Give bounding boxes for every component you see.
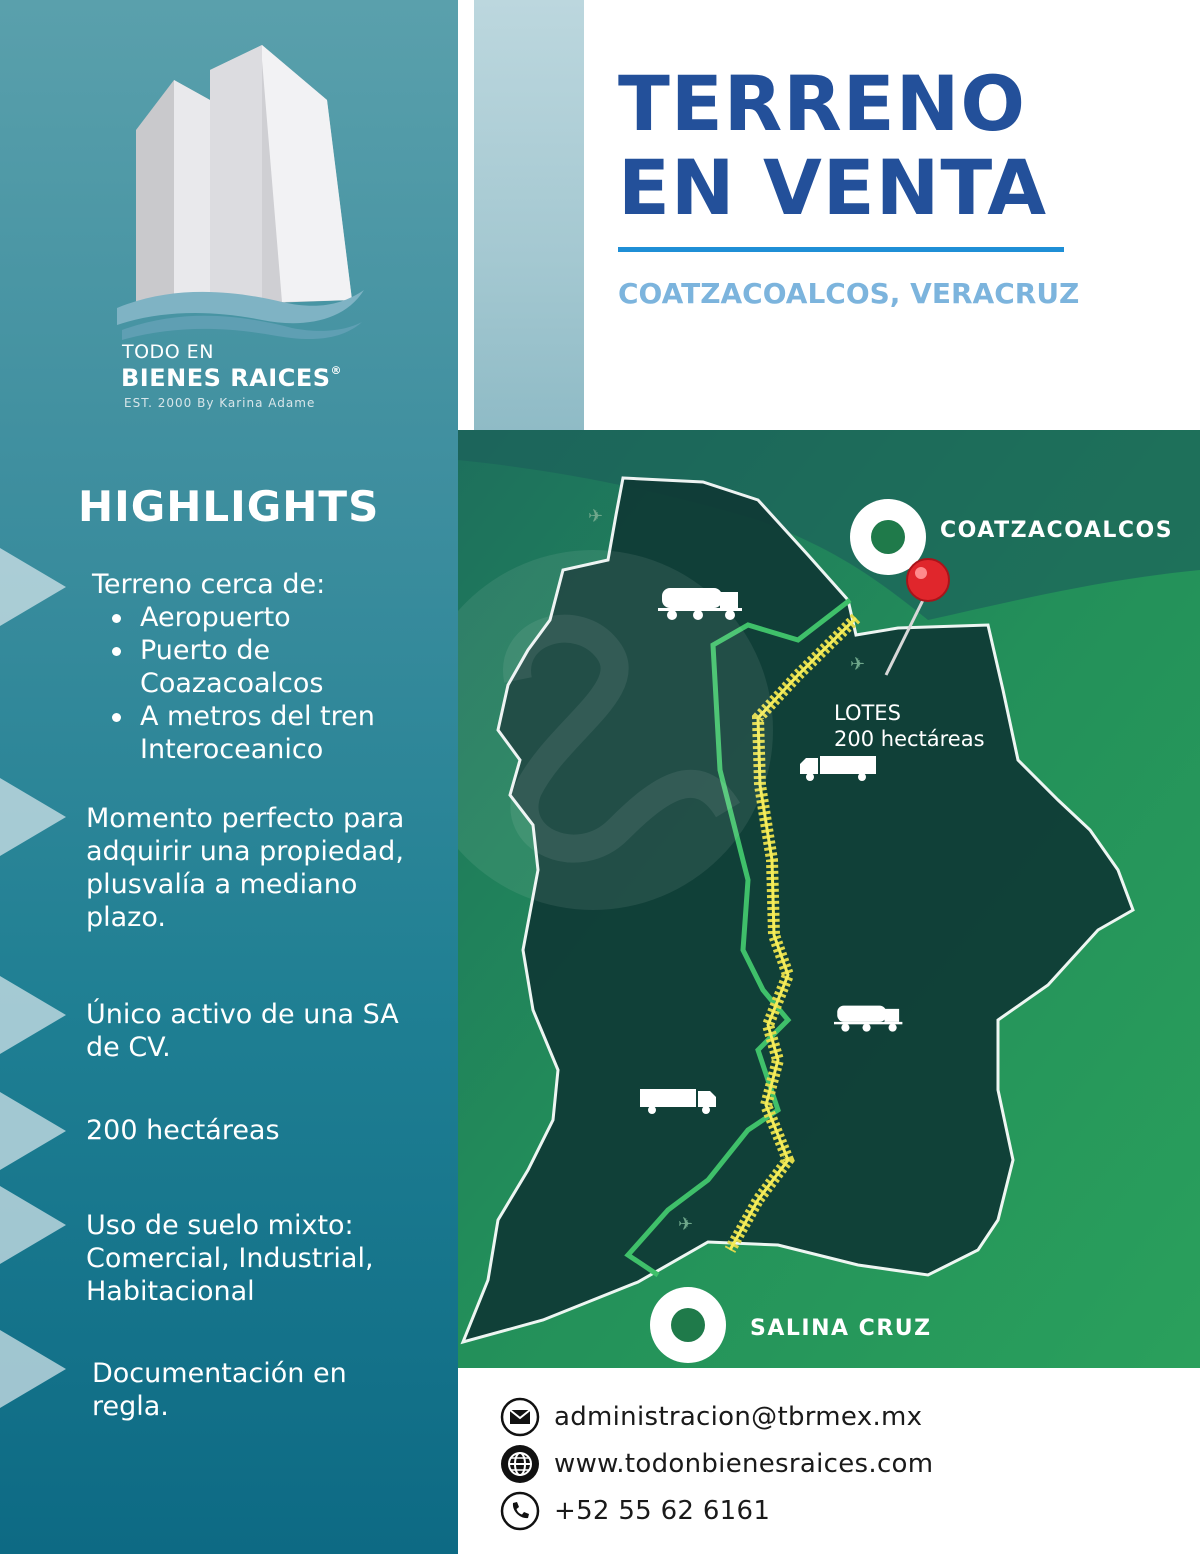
- airplane-icon: ✈: [678, 1214, 694, 1235]
- arrow-bullet-icon: [0, 778, 66, 856]
- arrow-bullet-icon: [0, 1330, 66, 1408]
- contact-website[interactable]: www.todonbienesraices.com: [554, 1449, 934, 1479]
- contact-phone[interactable]: +52 55 62 6161: [554, 1496, 771, 1526]
- arrow-bullet-icon: [0, 548, 66, 626]
- list-item: A metros del tren Interoceanico: [110, 700, 432, 766]
- highlight-item-area: 200 hectáreas: [86, 1115, 280, 1146]
- buildings-logo-icon: [112, 40, 372, 340]
- box-truck-icon: [638, 1086, 718, 1116]
- contact-email[interactable]: administracion@tbrmex.mx: [554, 1402, 923, 1432]
- list-item: Puerto de Coazacoalcos: [110, 634, 432, 700]
- logo-text-line2: [121, 364, 342, 392]
- globe-icon: [500, 1444, 540, 1484]
- logo-text-line1: TODO EN: [122, 341, 214, 363]
- title-divider: [618, 247, 1064, 252]
- highlight-item-land-use: Uso de suelo mixto: Comercial, Industrial, Habitacional: [86, 1210, 374, 1307]
- location-subtitle: COATZACOALCOS, VERACRUZ: [618, 277, 1080, 310]
- title-line2: EN VENTA: [618, 143, 1048, 232]
- registered-mark: ®: [330, 364, 343, 377]
- city-label-coatzacoalcos: COATZACOALCOS: [940, 518, 1174, 543]
- lotes-label-line2: 200 hectáreas: [834, 727, 985, 751]
- envelope-icon: [500, 1397, 540, 1437]
- logo-brand-name: BIENES RAICES: [121, 364, 331, 392]
- arrow-bullet-icon: [0, 976, 66, 1054]
- arrow-bullet-icon: [0, 1186, 66, 1264]
- highlight-item-timing: Momento perfecto para adquirir una propiedad, plusvalía a mediano plazo.: [86, 803, 405, 933]
- location-pin-icon: [907, 559, 949, 601]
- city-label-salina-cruz: SALINA CRUZ: [750, 1316, 932, 1341]
- phone-icon: [500, 1491, 540, 1531]
- nearby-list: [110, 601, 432, 766]
- airplane-icon: ✈: [588, 506, 604, 527]
- tanker-truck-icon: [658, 582, 744, 622]
- contact-phone-row: [500, 1491, 770, 1531]
- highlight-item-asset: Único activo de una SA de CV.: [86, 999, 399, 1063]
- highlight-item-documents: Documentación en regla.: [92, 1358, 347, 1422]
- contact-email-row: [500, 1397, 922, 1437]
- highlight-item-nearby: [92, 568, 432, 766]
- page-title: [618, 59, 1048, 232]
- logo-tagline: EST. 2000 By Karina Adame: [124, 396, 316, 410]
- highlights-title: HIGHLIGHTS: [78, 482, 380, 531]
- lotes-label: [834, 700, 985, 752]
- airplane-icon: ✈: [850, 654, 866, 675]
- contact-website-row: [500, 1444, 933, 1484]
- title-line1: TERRENO: [618, 59, 1026, 148]
- map-panel: [458, 430, 1200, 1368]
- arrow-bullet-icon: [0, 1092, 66, 1170]
- decorative-strip: [474, 0, 584, 430]
- left-panel: [0, 0, 458, 1554]
- list-item: Aeropuerto: [110, 601, 432, 634]
- isthmus-map: [458, 430, 1200, 1368]
- tanker-truck-icon: [834, 998, 904, 1036]
- highlight-nearby-intro: Terreno cerca de:: [92, 569, 326, 600]
- box-truck-icon: [798, 754, 878, 782]
- lotes-label-line1: LOTES: [834, 701, 901, 725]
